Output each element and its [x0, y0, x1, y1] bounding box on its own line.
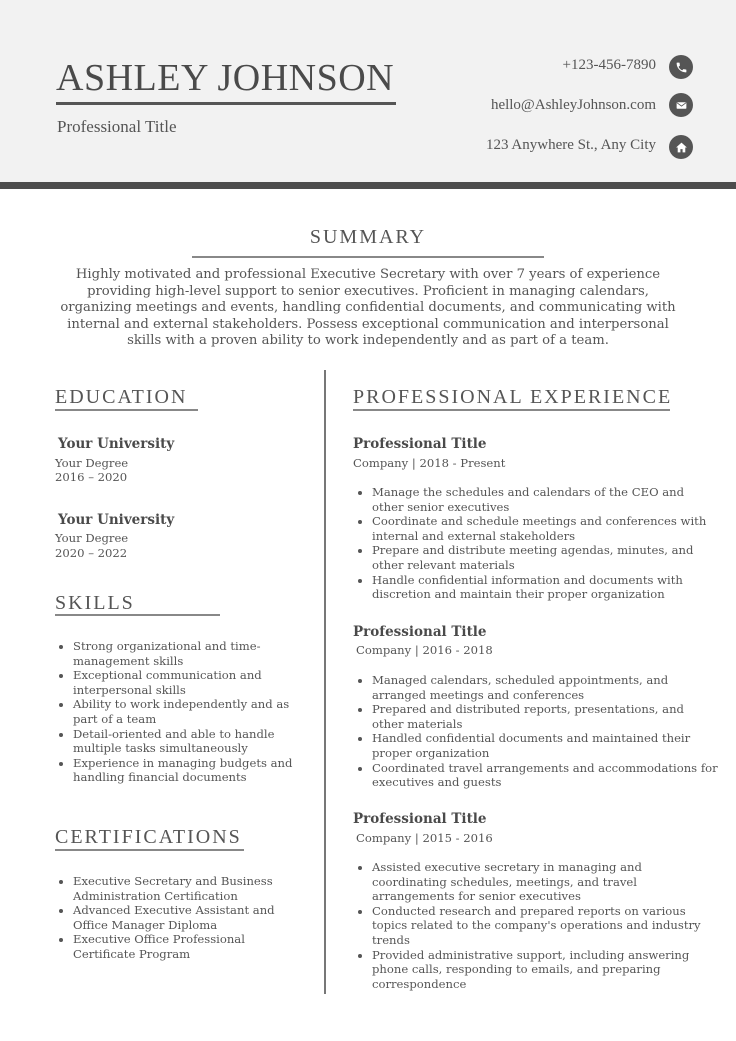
job-bullet: • Prepare and distribute meeting agendas, minutes, and other relevant materials [372, 543, 718, 572]
job-bullet: • Coordinate and schedule meetings and conferences with internal and external stakeholders [372, 514, 718, 543]
skill-item: • Detail-oriented and able to handle multiple tasks simultaneously [73, 727, 308, 756]
job-bullets-3 [354, 860, 718, 991]
summary-underline [192, 256, 544, 258]
education-underline [55, 409, 198, 411]
certifications-heading: CERTIFICATIONS [55, 826, 242, 848]
job-bullets-1 [354, 485, 718, 602]
summary-text: Highly motivated and professional Executive Secretary with over 7 years of experience providing high-level support to senior executives. Proficient in managing calendars, organizing meetings and events, handling confidential documents, and communicating with internal and external stakeholders. Possess exceptional communication and interpersonal skills with a proven ability to work independently and as part of a team. [60, 267, 676, 348]
education-heading: EDUCATION [55, 386, 188, 408]
home-icon [669, 135, 693, 159]
job-bullet: • Assisted executive secretary in managing and coordinating schedules, meetings, and travel arrangements for senior executives [372, 860, 718, 904]
address-text: 123 Anywhere St., Any City [485, 137, 656, 153]
job-meta-2: Company | 2016 - 2018 [356, 643, 493, 657]
job-bullet: • Conducted research and prepared reports on various topics related to the company's operations and industry trends [372, 904, 718, 948]
job-title-2: Professional Title [353, 624, 487, 640]
job-title-1: Professional Title [353, 436, 487, 452]
job-bullets-2 [354, 673, 718, 790]
header-divider-bar [0, 182, 736, 189]
job-meta-3: Company | 2015 - 2016 [356, 831, 493, 845]
phone-icon [669, 55, 693, 79]
skills-list [55, 639, 308, 785]
job-bullet: • Handled confidential documents and maintained their proper organization [372, 731, 718, 760]
professional-title: Professional Title [57, 117, 177, 136]
education-degree-2: Your Degree [55, 531, 129, 545]
job-bullet: • Prepared and distributed reports, presentations, and other materials [372, 702, 718, 731]
education-degree-1: Your Degree [55, 456, 129, 470]
summary-heading: SUMMARY [309, 226, 427, 248]
candidate-name: ASHLEY JOHNSON [56, 57, 395, 99]
job-bullet: • Manage the schedules and calendars of the CEO and other senior executives [372, 485, 718, 514]
skill-item: • Exceptional communication and interpersonal skills [73, 668, 308, 697]
job-bullet: • Provided administrative support, including answering phone calls, responding to emails, and preparing correspondence [372, 948, 718, 992]
skill-item: • Ability to work independently and as part of a team [73, 697, 308, 726]
skill-item: • Strong organizational and time-management skills [73, 639, 308, 668]
experience-heading: PROFESSIONAL EXPERIENCE [353, 386, 673, 408]
experience-underline [353, 409, 670, 411]
certification-item: • Advanced Executive Assistant and Office Manager Diploma [73, 903, 308, 932]
certifications-list [55, 874, 308, 962]
certification-item: • Executive Office Professional Certificate Program [73, 932, 308, 961]
certifications-underline [55, 849, 244, 851]
education-school-1: Your University [58, 436, 175, 452]
education-years-1: 2016 – 2020 [55, 470, 128, 484]
email-icon [669, 93, 693, 117]
phone-text: +123-456-7890 [562, 57, 656, 73]
skills-heading: SKILLS [55, 592, 135, 614]
job-bullet: • Handle confidential information and documents with discretion and maintain their proper organization [372, 573, 718, 602]
certification-item: • Executive Secretary and Business Administration Certification [73, 874, 308, 903]
job-title-3: Professional Title [353, 811, 487, 827]
job-bullet: • Coordinated travel arrangements and accommodations for executives and guests [372, 761, 718, 790]
name-underline [56, 102, 396, 105]
column-divider [324, 370, 326, 994]
education-years-2: 2020 – 2022 [55, 546, 128, 560]
job-meta-1: Company | 2018 - Present [353, 456, 506, 470]
skill-item: • Experience in managing budgets and handling financial documents [73, 756, 308, 785]
education-school-2: Your University [58, 512, 175, 528]
job-bullet: • Managed calendars, scheduled appointments, and arranged meetings and conferences [372, 673, 718, 702]
email-text: hello@AshleyJohnson.com [490, 97, 656, 113]
skills-underline [55, 614, 220, 616]
